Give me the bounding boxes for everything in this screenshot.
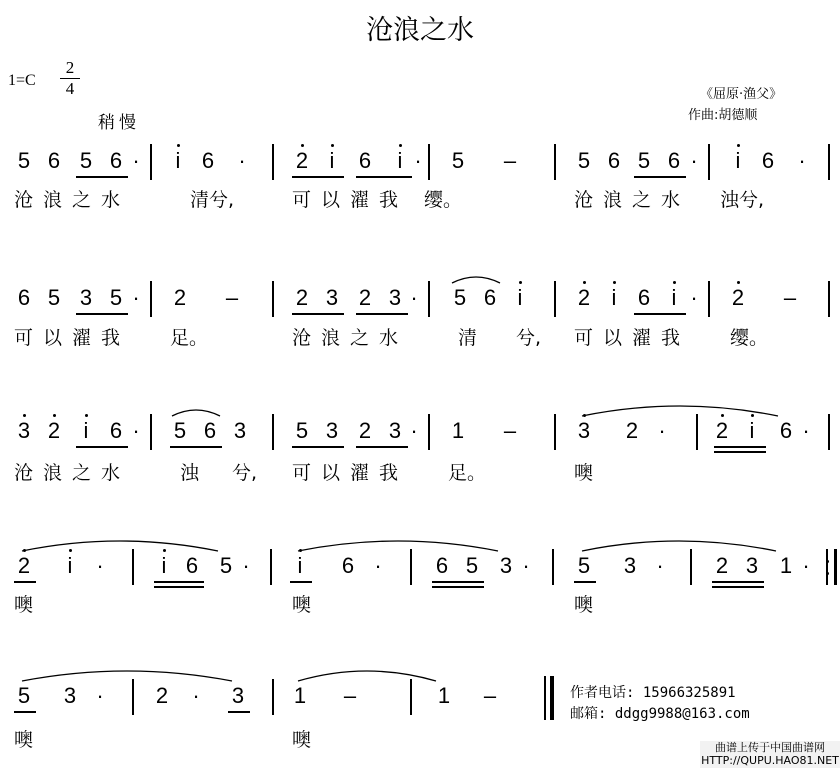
time-signature-top: 2 [65, 58, 75, 77]
slur [298, 541, 498, 551]
beam-underline [356, 176, 412, 178]
beam-underline [170, 446, 222, 448]
note-1-19: · [690, 285, 698, 310]
note-2-2: i [83, 418, 89, 443]
note-0-16: 6 [607, 148, 621, 173]
bar-line [428, 144, 430, 180]
lyric-1-5: 可以濯我 [574, 327, 691, 349]
beam-underline-double [432, 586, 484, 588]
note-1-21: – [783, 285, 797, 310]
note-2-21: · [802, 418, 810, 443]
bar-line [410, 549, 412, 585]
lyric-2-5: 噢 [574, 462, 594, 484]
note-3-0: 2 [17, 553, 31, 578]
note-2-17: · [658, 418, 666, 443]
note-4-0: 5 [17, 683, 31, 708]
repeat-dot [826, 560, 829, 563]
bar-line [272, 144, 274, 180]
note-1-13: 6 [483, 285, 497, 310]
octave-dot [85, 414, 88, 417]
note-2-14: – [503, 418, 517, 443]
octave-dot [301, 144, 304, 147]
tempo-marking: 稍慢 [98, 113, 140, 133]
repeat-dot [826, 572, 829, 575]
beam-underline-double [712, 586, 764, 588]
lyric-1-0: 可以濯我 [14, 327, 131, 349]
beam-underline [14, 581, 36, 583]
beam-underline [574, 581, 596, 583]
beam-underline [14, 711, 36, 713]
note-3-9: · [374, 553, 382, 578]
beam-underline [356, 446, 408, 448]
slur [452, 277, 500, 283]
lyric-0-4: 沧浪之水 [574, 189, 691, 211]
lyric-2-2: 兮, [232, 462, 258, 484]
beam-underline [432, 581, 484, 583]
note-0-18: 6 [667, 148, 681, 173]
beam-underline [76, 446, 128, 448]
octave-dot [583, 414, 586, 417]
note-2-13: 1 [451, 418, 465, 443]
octave-dot [53, 414, 56, 417]
beam-underline [76, 176, 128, 178]
bar-line [150, 281, 152, 317]
bar-line [554, 281, 556, 317]
note-2-20: 6 [779, 418, 793, 443]
octave-dot [399, 144, 402, 147]
lyric-1-1: 足。 [170, 327, 209, 349]
beam-underline [292, 313, 344, 315]
beam-underline [712, 581, 764, 583]
composer: 作曲:胡德顺 [688, 108, 758, 123]
note-1-4: · [132, 285, 140, 310]
lyric-0-2: 可以濯我 [292, 189, 409, 211]
note-4-9: – [483, 683, 497, 708]
octave-dot [163, 549, 166, 552]
slur [22, 541, 218, 551]
note-3-12: 3 [499, 553, 513, 578]
key-signature: 1=C [8, 72, 36, 89]
bar-line [132, 549, 134, 585]
note-0-12: · [414, 148, 422, 173]
bar-line [696, 414, 698, 450]
note-0-7: · [238, 148, 246, 173]
note-4-8: 1 [437, 683, 451, 708]
lyric-2-3: 可以濯我 [292, 462, 409, 484]
lyric-3-0: 噢 [14, 594, 34, 616]
lyric-2-0: 沧浪之水 [14, 462, 131, 484]
octave-dot [23, 414, 26, 417]
beam-underline-double [154, 586, 204, 588]
lyric-2-1: 浊 [180, 462, 200, 484]
slur [582, 406, 778, 416]
time-signature-bottom: 4 [60, 78, 80, 99]
note-1-1: 5 [47, 285, 61, 310]
lyric-1-4: 兮, [516, 327, 542, 349]
note-2-15: 3 [577, 418, 591, 443]
note-4-6: 1 [293, 683, 307, 708]
contact-email: 邮箱: ddgg9988@163.com [570, 706, 750, 722]
note-0-3: 6 [109, 148, 123, 173]
lyric-4-1: 噢 [292, 729, 312, 751]
lyric-1-6: 缨。 [730, 327, 769, 349]
note-0-13: 5 [451, 148, 465, 173]
lyric-4-0: 噢 [14, 729, 34, 751]
note-3-20: · [802, 553, 810, 578]
note-1-9: 2 [358, 285, 372, 310]
octave-dot [613, 281, 616, 284]
note-2-12: · [410, 418, 418, 443]
lyric-2-4: 足。 [448, 462, 487, 484]
repeat-end-bar [834, 549, 837, 585]
note-2-10: 2 [358, 418, 372, 443]
note-2-4: · [132, 418, 140, 443]
note-2-6: 6 [203, 418, 217, 443]
note-0-22: · [798, 148, 806, 173]
note-3-19: 1 [779, 553, 793, 578]
beam-underline [714, 446, 766, 448]
note-4-4: · [192, 683, 200, 708]
note-1-12: 5 [453, 285, 467, 310]
slur [22, 671, 232, 681]
note-3-17: 2 [715, 553, 729, 578]
note-3-10: 6 [435, 553, 449, 578]
note-1-14: i [517, 285, 523, 310]
bar-line [272, 414, 274, 450]
bar-line [272, 281, 274, 317]
note-0-20: i [735, 148, 741, 173]
bar-line [826, 549, 828, 585]
bar-line [554, 144, 556, 180]
lyric-1-3: 清 [458, 327, 478, 349]
note-1-15: 2 [577, 285, 591, 310]
lyric-1-2: 沧浪之水 [292, 327, 409, 349]
note-2-0: 3 [17, 418, 31, 443]
octave-dot [331, 144, 334, 147]
bar-line [410, 679, 412, 715]
note-3-2: · [96, 553, 104, 578]
octave-dot [69, 549, 72, 552]
note-0-14: – [503, 148, 517, 173]
beam-underline [292, 446, 344, 448]
note-2-9: 3 [325, 418, 339, 443]
note-0-21: 6 [761, 148, 775, 173]
note-0-15: 5 [577, 148, 591, 173]
lyric-0-1: 清兮, [190, 189, 235, 211]
score-title: 沧浪之水 [366, 15, 474, 46]
slur [582, 541, 776, 551]
note-0-19: · [690, 148, 698, 173]
octave-dot [737, 144, 740, 147]
octave-dot [721, 414, 724, 417]
note-1-3: 5 [109, 285, 123, 310]
octave-dot [23, 549, 26, 552]
bar-line [690, 549, 692, 585]
octave-dot [583, 281, 586, 284]
slur [172, 410, 220, 416]
note-1-0: 6 [17, 285, 31, 310]
note-3-5: 5 [219, 553, 233, 578]
note-3-6: · [242, 553, 250, 578]
note-0-6: 6 [201, 148, 215, 173]
note-4-2: · [96, 683, 104, 708]
note-1-16: i [611, 285, 617, 310]
note-0-10: 6 [358, 148, 372, 173]
contact-phone: 作者电话: 15966325891 [570, 685, 736, 701]
note-3-1: i [67, 553, 73, 578]
beam-underline-double [714, 451, 766, 453]
watermark-line2: HTTP://QUPU.HAO81.NET [701, 754, 839, 767]
note-4-5: 3 [231, 683, 245, 708]
note-1-17: 6 [637, 285, 651, 310]
octave-dot [751, 414, 754, 417]
note-3-11: 5 [465, 553, 479, 578]
bar-line [132, 679, 134, 715]
note-3-3: i [161, 553, 167, 578]
note-1-18: i [671, 285, 677, 310]
note-2-8: 5 [295, 418, 309, 443]
octave-dot [673, 281, 676, 284]
note-3-13: · [522, 553, 530, 578]
note-1-20: 2 [731, 285, 745, 310]
octave-dot [519, 281, 522, 284]
note-3-7: i [297, 553, 303, 578]
lyric-0-5: 浊兮, [720, 189, 765, 211]
note-0-1: 6 [47, 148, 61, 173]
octave-dot [737, 281, 740, 284]
note-1-6: – [225, 285, 239, 310]
note-3-4: 6 [185, 553, 199, 578]
bar-line [828, 414, 830, 450]
note-3-14: 5 [577, 553, 591, 578]
note-2-19: i [749, 418, 755, 443]
note-0-17: 5 [637, 148, 651, 173]
slur [298, 671, 436, 681]
beam-underline [292, 176, 344, 178]
note-3-15: 3 [623, 553, 637, 578]
watermark-line1: 曲谱上传于中国曲谱网 [715, 741, 825, 754]
note-3-16: · [656, 553, 664, 578]
final-double-bar [550, 676, 554, 720]
note-0-9: i [329, 148, 335, 173]
beam-underline [634, 313, 686, 315]
note-2-3: 6 [109, 418, 123, 443]
bar-line [150, 414, 152, 450]
beam-underline [228, 711, 250, 713]
note-0-11: i [397, 148, 403, 173]
bar-line [708, 144, 710, 180]
note-1-11: · [410, 285, 418, 310]
beam-underline [356, 313, 408, 315]
note-0-4: · [132, 148, 140, 173]
bar-line [428, 414, 430, 450]
note-2-11: 3 [388, 418, 402, 443]
bar-line [828, 281, 830, 317]
note-3-8: 6 [341, 553, 355, 578]
note-4-1: 3 [63, 683, 77, 708]
lyric-0-0: 沧浪之水 [14, 189, 131, 211]
note-4-7: – [343, 683, 357, 708]
note-2-7: 3 [233, 418, 247, 443]
bar-line [708, 281, 710, 317]
note-2-1: 2 [47, 418, 61, 443]
beam-underline [76, 313, 128, 315]
note-4-3: 2 [155, 683, 169, 708]
bar-line [552, 549, 554, 585]
note-2-5: 5 [173, 418, 187, 443]
bar-line [554, 414, 556, 450]
note-1-2: 3 [79, 285, 93, 310]
note-0-2: 5 [79, 148, 93, 173]
note-1-7: 2 [295, 285, 309, 310]
lyrics-source: 《屈原·渔父》 [700, 87, 783, 102]
beam-underline [634, 176, 686, 178]
bar-line [272, 679, 274, 715]
note-1-5: 2 [173, 285, 187, 310]
lyric-3-2: 噢 [574, 594, 594, 616]
note-0-8: 2 [295, 148, 309, 173]
beam-underline [290, 581, 312, 583]
lyric-0-3: 缨。 [424, 189, 463, 211]
lyric-3-1: 噢 [292, 594, 312, 616]
watermark [700, 741, 840, 768]
bar-line [270, 549, 272, 585]
octave-dot [177, 144, 180, 147]
note-2-18: 2 [715, 418, 729, 443]
note-1-8: 3 [325, 285, 339, 310]
note-1-10: 3 [388, 285, 402, 310]
final-double-bar [544, 676, 546, 720]
note-0-5: i [175, 148, 181, 173]
octave-dot [299, 549, 302, 552]
bar-line [428, 281, 430, 317]
note-0-0: 5 [17, 148, 31, 173]
bar-line [150, 144, 152, 180]
note-2-16: 2 [625, 418, 639, 443]
beam-underline [154, 581, 204, 583]
note-3-18: 3 [745, 553, 759, 578]
bar-line [828, 144, 830, 180]
